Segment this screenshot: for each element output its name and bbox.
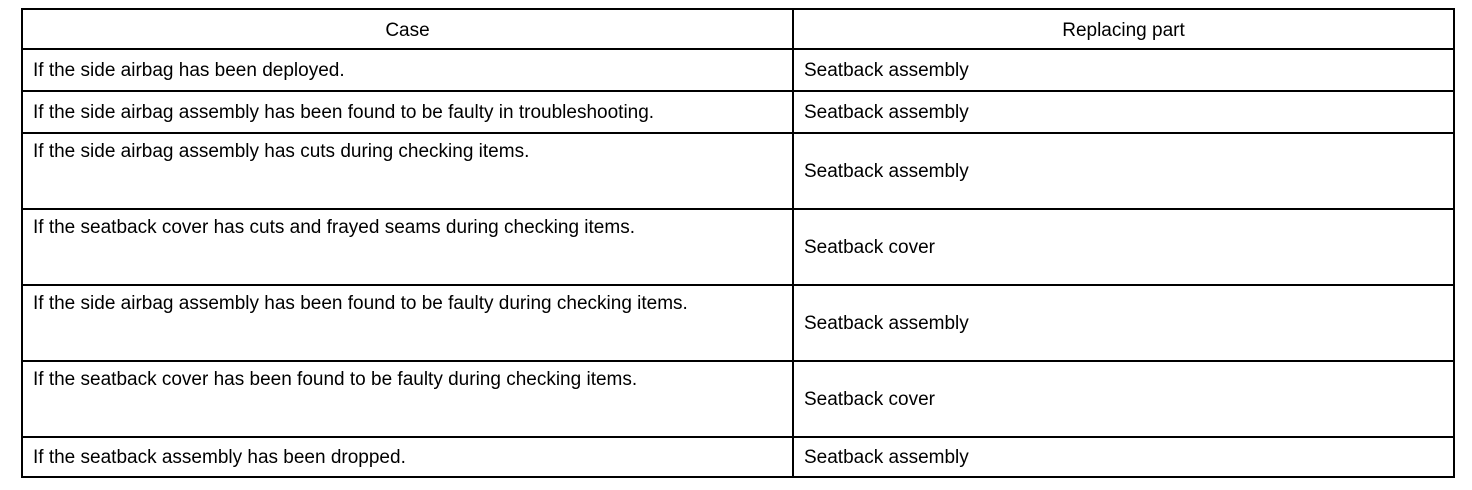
replacing-part-cell: Seatback assembly [793,133,1454,209]
table-row [22,209,1454,285]
table-row [22,437,1454,477]
replacing-part-cell: Seatback assembly [793,91,1454,133]
header-row [22,9,1454,49]
replacing-part-cell: Seatback assembly [793,437,1454,477]
table-row [22,361,1454,437]
replacing-part-cell: Seatback cover [793,209,1454,285]
table-row [22,133,1454,209]
replacing-part-cell: Seatback assembly [793,285,1454,361]
header-case: Case [22,9,793,49]
header-replacing-part: Replacing part [793,9,1454,49]
case-cell: If the side airbag assembly has cuts during checking items. [22,133,793,209]
case-cell: If the side airbag assembly has been found to be faulty in troubleshooting. [22,91,793,133]
case-cell: If the seatback cover has cuts and frayed seams during checking items. [22,209,793,285]
table-row [22,285,1454,361]
case-cell: If the side airbag assembly has been found to be faulty during checking items. [22,285,793,361]
case-cell: If the side airbag has been deployed. [22,49,793,91]
table-header [22,9,1454,49]
replacement-table [21,8,1455,478]
replacing-part-cell: Seatback cover [793,361,1454,437]
replacing-part-cell: Seatback assembly [793,49,1454,91]
table-body [22,49,1454,477]
case-cell: If the seatback cover has been found to be faulty during checking items. [22,361,793,437]
table-row [22,91,1454,133]
table-row [22,49,1454,91]
case-cell: If the seatback assembly has been dropped. [22,437,793,477]
